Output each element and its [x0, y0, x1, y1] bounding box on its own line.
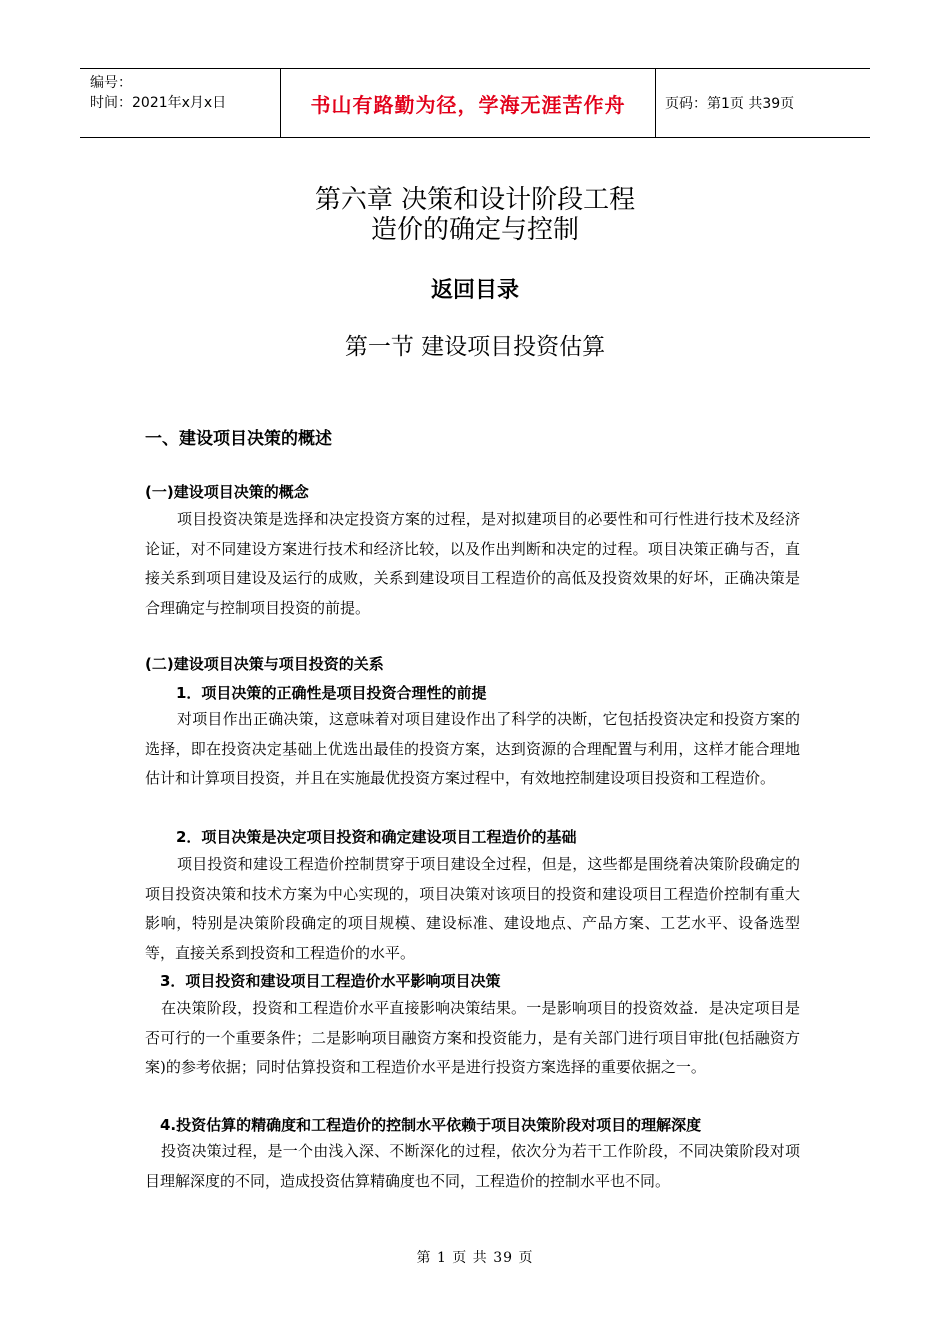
header-table — [80, 68, 870, 138]
item-1-text: 对项目作出正确决策，这意味着对项目建设作出了科学的决断，它包括投资决定和投资方案的选择，即在投资决定基础上优选出最佳的投资方案，达到资源的合理配置与利用，这样才能合理地估计和计算项目投资，并且在实施最优投资方案过程中，有效地控制建设项目投资和工程造价。 — [145, 710, 800, 787]
item-3-text: 在决策阶段，投资和工程造价水平直接影响决策结果。一是影响项目的投资效益．是决定项目是否可行的一个重要条件；二是影响项目融资方案和投资能力，是有关部门进行项目审批(包括融资方案)的参考依据；同时估算投资和工程造价水平是进行投资方案选择的重要依据之一。 — [145, 999, 800, 1076]
header-meta-cell — [80, 69, 281, 137]
back-to-contents-link[interactable]: 返回目录 — [430, 278, 519, 303]
page-footer: 第 1 页 共 39 页 — [416, 1250, 534, 1266]
item-2-heading: 2．项目决策是决定项目投资和确定建设项目工程造价的基础 — [176, 828, 577, 846]
page-info: 页码：第1页 共39页 — [665, 96, 795, 112]
chapter-title-line2: 造价的确定与控制 — [370, 215, 579, 245]
subheading-2: (二)建设项目决策与项目投资的关系 — [145, 655, 384, 673]
motto: 书山有路勤为径，学海无涯苦作舟 — [281, 69, 656, 137]
heading-1: 一、建设项目决策的概述 — [145, 429, 332, 449]
item-3-heading: 3．项目投资和建设项目工程造价水平影响项目决策 — [160, 972, 501, 990]
subheading-1: (一)建设项目决策的概念 — [145, 483, 309, 501]
paragraph-1: 项目投资决策是选择和决定投资方案的过程，是对拟建项目的必要性和可行性进行技术及经济论证，对不同建设方案进行技术和经济比较，以及作出判断和决定的过程。项目决策正确与否，直接关系到项目建设及运行的成败，关系到建设项目工程造价的高低及投资效果的好坏，正确决策是合理确定与控制项目投资的前提。 — [145, 510, 800, 617]
chapter-title-line1: 第六章 决策和设计阶段工程 — [314, 185, 636, 215]
item-2-text: 项目投资和建设工程造价控制贯穿于项目建设全过程，但是，这些都是围绕着决策阶段确定的项目投资决策和技术方案为中心实现的，项目决策对该项目的投资和建设项目工程造价控制有重大影响，特别是决策阶段确定的项目规模、建设标准、建设地点、产品方案、工艺水平、设备选型等，直接关系到投资和工程造价的水平。 — [145, 855, 800, 962]
item-1-heading: 1．项目决策的正确性是项目投资合理性的前提 — [176, 684, 487, 702]
section-title: 第一节 建设项目投资估算 — [344, 334, 606, 360]
number-label: 编号： — [90, 75, 132, 91]
item-4-text: 投资决策过程，是一个由浅入深、不断深化的过程，依次分为若干工作阶段，不同决策阶段对项目理解深度的不同，造成投资估算精确度也不同，工程造价的控制水平也不同。 — [145, 1142, 800, 1190]
time-label: 时间：2021年x月x日 — [90, 95, 227, 111]
item-4-heading: 4.投资估算的精确度和工程造价的控制水平依赖于项目决策阶段对项目的理解深度 — [160, 1116, 702, 1134]
